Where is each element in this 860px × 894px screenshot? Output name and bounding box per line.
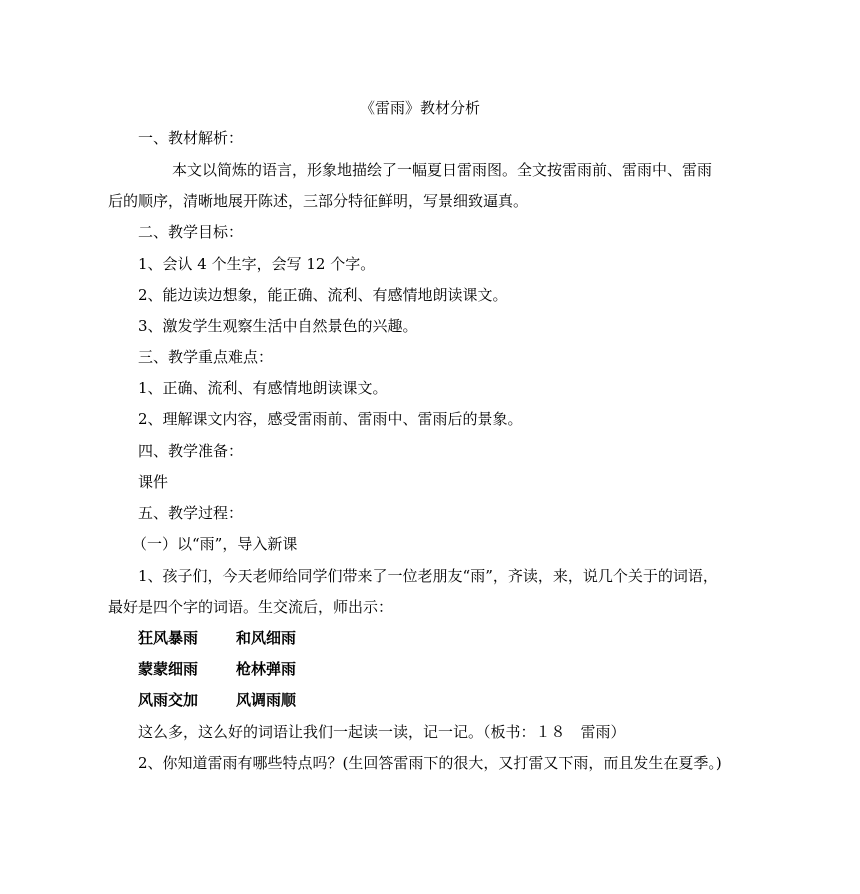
- section-heading-5: 五、教学过程：: [138, 504, 244, 522]
- section-content: 课件: [138, 473, 169, 491]
- paragraph-line: 本文以简炼的语言，形象地描绘了一幅夏日雷雨图。全文按雷雨前、雷雨中、雷雨: [172, 161, 713, 179]
- paragraph-line: 最好是四个字的词语。生交流后，师出示：: [108, 598, 394, 616]
- section-heading-2: 二、教学目标：: [138, 223, 244, 241]
- idiom: 风调雨顺: [236, 691, 297, 709]
- section-heading-1: 一、教材解析：: [138, 129, 244, 147]
- paragraph-line: 2、你知道雷雨有哪些特点吗？(生回答雷雨下的很大，又打雷又下雨，而且发生在夏季。): [138, 754, 722, 772]
- section-heading-4: 四、教学准备：: [138, 442, 244, 460]
- section-heading-3: 三、教学重点难点：: [138, 348, 274, 366]
- list-item: 2、理解课文内容，感受雷雨前、雷雨中、雷雨后的景象。: [138, 410, 523, 428]
- idiom: 枪林弹雨: [236, 660, 297, 678]
- list-item: 2、能边读边想象，能正确、流利、有感情地朗读课文。: [138, 286, 508, 304]
- subsection-heading: （一）以“雨”，导入新课: [132, 535, 298, 553]
- idiom: 狂风暴雨: [138, 629, 199, 647]
- paragraph-line: 1、孩子们，今天老师给同学们带来了一位老朋友“雨”，齐读，来，说几个关于的词语，: [138, 567, 718, 585]
- document-title: 《雷雨》教材分析: [360, 99, 481, 117]
- list-item: 1、正确、流利、有感情地朗读课文。: [138, 379, 388, 397]
- idiom: 和风细雨: [236, 629, 297, 647]
- idiom: 风雨交加: [138, 691, 199, 709]
- paragraph-line: 这么多，这么好的词语让我们一起读一读，记一记。（板书：１８ 雷雨）: [138, 723, 626, 741]
- list-item: 1、会认 4 个生字，会写 12 个字。: [138, 255, 376, 273]
- list-item: 3、激发学生观察生活中自然景色的兴趣。: [138, 317, 418, 335]
- idiom: 蒙蒙细雨: [138, 660, 199, 678]
- paragraph-line: 后的顺序，清晰地展开陈述，三部分特征鲜明，写景细致逼真。: [108, 192, 529, 210]
